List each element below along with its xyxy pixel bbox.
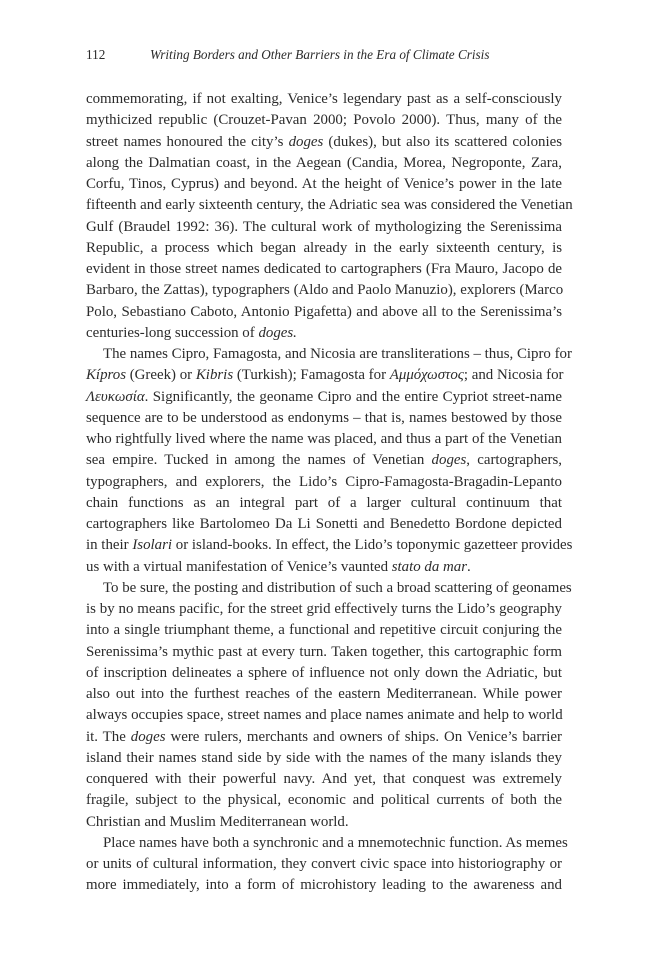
text-line [86,812,562,833]
text-run: Serenissima’s mythic past at every turn. Taken together, this cartographic form [86,643,562,660]
text-line [86,280,562,301]
text-line [86,195,573,216]
text-run: in their [86,537,133,554]
text-line [86,408,562,429]
text-line [86,748,562,769]
text-line [86,854,562,875]
text-line [86,705,562,726]
text-run: Place names have both a synchronic and a mnemotechnic function. As memes [103,834,568,851]
italic-text: Kípros [86,367,126,384]
text-run: (dukes), but also its scattered colonies [323,133,562,150]
text-run: cartographers like Bartolomeo Da Li Sonetti and Benedetto Bordone depicted [86,516,562,532]
text-line [86,387,562,408]
text-run: sequence are to be understood as endonyms – that is, names bestowed by those [86,409,562,426]
text-line [86,132,562,153]
italic-text: Αμμόχωστος [389,367,464,384]
text-line [86,620,562,641]
text-run: To be sure, the posting and distribution of such a broad scattering of geonames [103,579,572,596]
text-run: fragile, subject to the physical, economic and political currents of both the [86,792,562,809]
body-text [86,89,573,897]
text-run: street names honoured the city’s [86,133,289,150]
text-run: who rightfully lived where the name was placed, and thus a part of the Venetian [86,431,562,447]
text-line [86,514,562,535]
paragraph [86,89,573,344]
text-line [86,344,572,365]
text-run: fifteenth and early sixteenth century, the Adriatic sea was considered the Venetian [86,197,573,214]
text-run: . Significantly, the geoname Cipro and the entire Cypriot street-name [144,388,562,405]
text-run: (Greek) or [126,367,196,384]
text-line [86,174,562,195]
text-line [86,727,562,748]
running-title: Writing Borders and Other Barriers in the Era of Climate Crisis [150,47,490,62]
text-run: or island-books. In effect, the Lido’s toponymic gazetteer provides [172,537,573,554]
text-run: Republic, a process which began already in the early sixteenth century, is [86,239,562,256]
text-line [86,875,562,896]
running-header [86,45,562,65]
text-run: mythicized republic (Crouzet-Pavan 2000; Povolo 2000). Thus, many of the [86,112,562,129]
text-run: , cartographers, [466,452,562,469]
italic-text: doges [431,452,467,469]
text-run: Barbaro, the Zattas), typographers (Aldo and Paolo Manuzio), explorers (Marco [86,282,564,299]
text-line [86,259,562,280]
text-line [86,557,562,578]
text-run: . [467,558,471,575]
text-line [86,323,562,344]
text-run: were rulers, merchants and owners of ships. On Venice’s barrier [165,728,562,745]
text-line [86,302,562,323]
text-run: Polo, Sebastiano Caboto, Antonio Pigafetta) and above all to the Serenissima’s [86,303,562,320]
text-run: Christian and Muslim Mediterranean world. [86,813,349,830]
paragraph [86,833,568,897]
text-run: or units of cultural information, they convert civic space into historiography or [86,856,562,872]
text-line [86,493,562,514]
text-line [86,535,573,556]
italic-text: doges [288,133,324,150]
text-run: (Turkish); Famagosta for [233,367,390,384]
text-line [86,578,572,599]
text-line [86,153,562,174]
text-run: island their names stand side by side with the names of the many islands they [86,749,562,766]
text-run: sea empire. Tucked in among the names of Venetian [86,452,432,469]
text-line [86,642,562,663]
text-line [86,790,562,811]
text-run: conquered with their powerful navy. And yet, that conquest was extremely [86,771,562,787]
text-run: is by no means pacific, for the street grid effectively turns the Lido’s geography [86,601,562,617]
page-number: 112 [86,47,106,62]
text-line [86,429,562,450]
text-run: it. The [86,728,131,745]
italic-text: stato da mar [391,558,468,575]
text-line [86,365,562,386]
text-run: The names Cipro, Famagosta, and Nicosia are transliterations – thus, Cipro for [103,346,572,362]
text-run: chain functions as an integral part of a larger cultural continuum that [86,494,562,511]
text-run: also out into the furthest reaches of the eastern Mediterranean. While power [86,686,562,702]
text-run: along the Dalmatian coast, in the Aegean (Candia, Morea, Negroponte, Zara, [86,154,562,171]
text-line [86,89,562,110]
text-run: more immediately, into a form of microhistory leading to the awareness and [86,877,562,894]
text-run: typographers, and explorers, the Lido’s Cipro-Famagosta-Bragadin-Lepanto [86,473,562,490]
italic-text: doges. [258,324,297,341]
paragraph [86,578,572,833]
italic-text: Λευκωσία [86,388,145,405]
text-run: Corfu, Tinos, Cyprus) and beyond. At the height of Venice’s power in the late [86,176,562,192]
text-line [86,833,568,854]
text-run: of inscription delineates a sphere of influence not only down the Adriatic, but [86,664,562,681]
italic-text: Kibris [195,367,234,384]
text-line [86,663,562,684]
text-run: always occupies space, street names and place names animate and help to world [86,707,563,724]
text-run: evident in those street names dedicated to cartographers (Fra Mauro, Jacopo de [86,261,562,277]
text-line [86,450,562,471]
text-line [86,599,562,620]
text-run: us with a virtual manifestation of Venice’s vaunted [86,558,392,575]
text-line [86,472,562,493]
text-line [86,217,562,238]
text-run: centuries-long succession of [86,324,259,341]
text-line [86,769,562,790]
italic-text: Isolari [132,537,173,554]
text-line [86,684,562,705]
text-run: Gulf (Braudel 1992: 36). The cultural work of mythologizing the Serenissima [86,218,562,235]
text-line [86,110,562,131]
text-run: ; and Nicosia for [463,367,564,384]
text-run: into a single triumphant theme, a functional and repetitive circuit conjuring the [86,622,562,639]
text-line [86,238,562,259]
paragraph [86,344,573,578]
text-run: commemorating, if not exalting, Venice’s legendary past as a self-consciously [86,91,562,107]
italic-text: doges [130,728,166,745]
